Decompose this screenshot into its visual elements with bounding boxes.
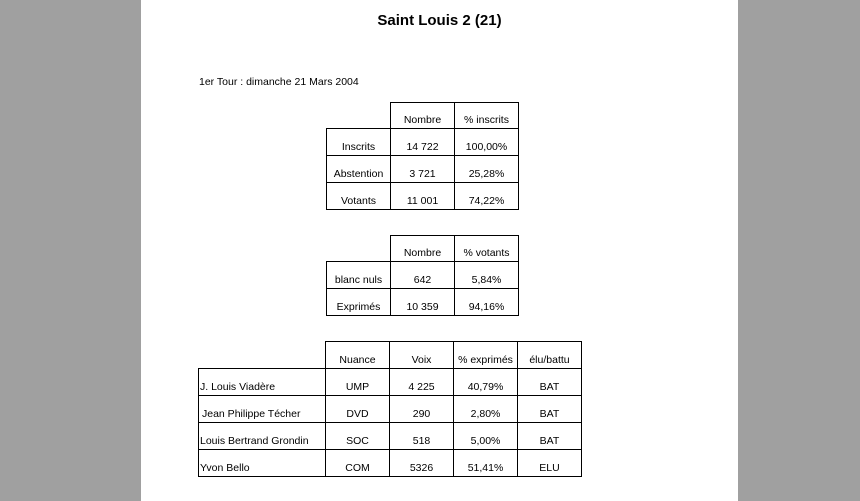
votes-cell: 5326 bbox=[390, 450, 454, 477]
table-row bbox=[327, 129, 519, 156]
nuance-cell: UMP bbox=[326, 369, 390, 396]
percent-cell: 100,00% bbox=[455, 129, 519, 156]
percent-cell: 40,79% bbox=[454, 369, 518, 396]
row-label: Abstention bbox=[327, 156, 391, 183]
result-cell: ELU bbox=[518, 450, 582, 477]
column-header: Nombre bbox=[391, 103, 455, 129]
candidate-name: Louis Bertrand Grondin bbox=[199, 423, 326, 450]
percent-cell: 5,84% bbox=[455, 262, 519, 289]
participation-table bbox=[326, 102, 519, 210]
nuance-cell: COM bbox=[326, 450, 390, 477]
table-header-row bbox=[327, 103, 519, 129]
votes-cell: 290 bbox=[390, 396, 454, 423]
column-header: % votants bbox=[455, 236, 519, 262]
percent-cell: 2,80% bbox=[454, 396, 518, 423]
candidate-name: Yvon Bello bbox=[199, 450, 326, 477]
empty-cell bbox=[327, 236, 391, 262]
column-header: % inscrits bbox=[455, 103, 519, 129]
percent-cell: 74,22% bbox=[455, 183, 519, 210]
column-header: Voix bbox=[390, 342, 454, 369]
votes-cell: 4 225 bbox=[390, 369, 454, 396]
table-row bbox=[199, 369, 582, 396]
row-label: Votants bbox=[327, 183, 391, 210]
count-cell: 642 bbox=[391, 262, 455, 289]
table-row bbox=[327, 262, 519, 289]
row-label: blanc nuls bbox=[327, 262, 391, 289]
percent-cell: 94,16% bbox=[455, 289, 519, 316]
count-cell: 3 721 bbox=[391, 156, 455, 183]
table-header-row bbox=[327, 236, 519, 262]
page-subtitle: 1er Tour : dimanche 21 Mars 2004 bbox=[199, 76, 359, 88]
row-label: Inscrits bbox=[327, 129, 391, 156]
nuance-cell: DVD bbox=[326, 396, 390, 423]
result-cell: BAT bbox=[518, 423, 582, 450]
column-header: Nuance bbox=[326, 342, 390, 369]
result-cell: BAT bbox=[518, 396, 582, 423]
document-page bbox=[141, 0, 738, 501]
column-header: Nombre bbox=[391, 236, 455, 262]
table-row bbox=[327, 289, 519, 316]
votes-table bbox=[326, 235, 519, 316]
empty-cell bbox=[327, 103, 391, 129]
row-label: Exprimés bbox=[327, 289, 391, 316]
votes-cell: 518 bbox=[390, 423, 454, 450]
empty-cell bbox=[199, 342, 326, 369]
candidates-table bbox=[198, 341, 582, 477]
nuance-cell: SOC bbox=[326, 423, 390, 450]
count-cell: 14 722 bbox=[391, 129, 455, 156]
table-header-row bbox=[199, 342, 582, 369]
percent-cell: 5,00% bbox=[454, 423, 518, 450]
table-row bbox=[199, 396, 582, 423]
table-row bbox=[199, 423, 582, 450]
count-cell: 11 001 bbox=[391, 183, 455, 210]
result-cell: BAT bbox=[518, 369, 582, 396]
column-header: % exprimés bbox=[454, 342, 518, 369]
table-row bbox=[327, 156, 519, 183]
table-row bbox=[327, 183, 519, 210]
column-header: élu/battu bbox=[518, 342, 582, 369]
candidate-name: Jean Philippe Técher bbox=[199, 396, 326, 423]
count-cell: 10 359 bbox=[391, 289, 455, 316]
candidate-name: J. Louis Viadère bbox=[199, 369, 326, 396]
table-row bbox=[199, 450, 582, 477]
percent-cell: 51,41% bbox=[454, 450, 518, 477]
page-title: Saint Louis 2 (21) bbox=[377, 12, 502, 29]
percent-cell: 25,28% bbox=[455, 156, 519, 183]
